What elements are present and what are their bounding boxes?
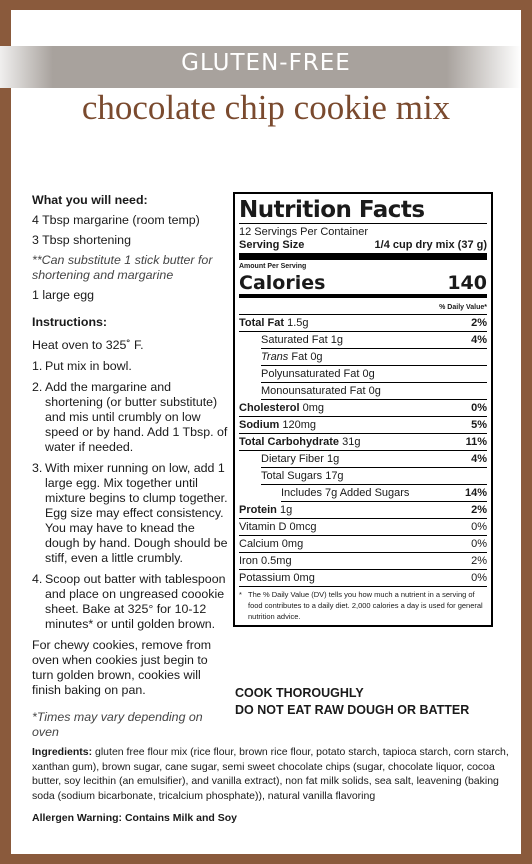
nutrition-title: Nutrition Facts bbox=[239, 197, 487, 224]
need-item: 4 Tbsp margarine (room temp) bbox=[32, 213, 200, 227]
need-item: 1 large egg bbox=[32, 288, 95, 302]
cholesterol-row: Cholesterol 0mg 0% bbox=[239, 400, 487, 417]
ingredients-text: gluten free flour mix (rice flour, brown rice flour, potato starch, tapioca starch, corn starch, xanthan gum), brown sugar, cane sugar, semi sweet chocolate chips (sugar, chocolate liquor, cocoa butter, soy lecithin (an emulsifier), and vanilla extract), non fat milk solids, sea salt, leavening (baking soda (sodium bicarbonate, tricalcium phosphate)), natural vanilla flavoring bbox=[32, 746, 509, 802]
serving-size-label: Serving Size bbox=[239, 239, 305, 251]
calories-value: 140 bbox=[447, 272, 487, 294]
vitamin-d-row: Vitamin D 0mcg 0% bbox=[239, 519, 487, 536]
preparation-section bbox=[32, 193, 232, 745]
gluten-free-badge: GLUTEN-FREE bbox=[181, 50, 351, 76]
protein-row: Protein 1g 2% bbox=[239, 502, 487, 519]
daily-value-footnote: * The % Daily Value (DV) tells you how much a nutrient in a serving of food contributes to a daily diet. 2,000 calories a day is used for general nutrition advice. bbox=[239, 590, 483, 621]
warning-line: COOK THOROUGHLY bbox=[235, 686, 364, 700]
total-sugars-row: Total Sugars 17g bbox=[261, 468, 487, 485]
total-fat-row: Total Fat 1.5g 2% bbox=[239, 315, 487, 332]
daily-value-header: % Daily Value* bbox=[239, 298, 487, 315]
serving-size-row bbox=[239, 239, 487, 260]
instruction-step: 1. Put mix in bowl. bbox=[32, 359, 132, 373]
calcium-row: Calcium 0mg 0% bbox=[239, 536, 487, 553]
warning-line: DO NOT EAT RAW DOUGH OR BATTER bbox=[235, 703, 470, 717]
servings-per-container: 12 Servings Per Container bbox=[239, 226, 369, 238]
potassium-row: Potassium 0mg 0% bbox=[239, 570, 487, 587]
allergen-warning: Allergen Warning: Contains Milk and Soy bbox=[32, 812, 237, 824]
timing-note: *Times may vary depending on oven bbox=[32, 710, 203, 739]
sodium-row: Sodium 120mg 5% bbox=[239, 417, 487, 434]
calories-row bbox=[239, 270, 487, 298]
instruction-step: 2. Add the margarine and shortening (or butter substitute) and mis until crumbly on low speed or by hand. Add 1 Tbsp. of water if needed. bbox=[32, 380, 228, 454]
product-title: chocolate chip cookie mix bbox=[81, 88, 451, 127]
dietary-fiber-row: Dietary Fiber 1g 4% bbox=[261, 451, 487, 468]
calories-label: Calories bbox=[239, 272, 326, 294]
ingredients-label: Ingredients: bbox=[32, 746, 93, 758]
instructions-heading: Instructions: bbox=[32, 315, 108, 329]
nutrition-facts-panel bbox=[233, 192, 493, 627]
amount-per-serving: Amount Per Serving bbox=[239, 263, 307, 270]
ingredients-block bbox=[32, 745, 512, 803]
trans-fat-row: Trans Fat 0g bbox=[261, 349, 487, 366]
preheat-text: Heat oven to 325˚ F. bbox=[32, 338, 144, 352]
serving-size-value: 1/4 cup dry mix (37 g) bbox=[374, 239, 487, 251]
monounsaturated-fat-row: Monounsaturated Fat 0g bbox=[261, 383, 487, 400]
iron-row: Iron 0.5mg 2% bbox=[239, 553, 487, 570]
instruction-step: 3. With mixer running on low, add 1 large egg. Mix together until mixture begins to clump together. Egg size may effect consistency. You may have to knead the dough by hand. Dough should be stiff, even a little crumbly. bbox=[32, 461, 228, 565]
total-carbohydrate-row: Total Carbohydrate 31g 11% bbox=[239, 434, 487, 451]
need-heading: What you will need: bbox=[32, 193, 148, 207]
need-item: 3 Tbsp shortening bbox=[32, 233, 131, 247]
instruction-step: 4. Scoop out batter with tablespoon and place on ungreased coookie sheet. Bake at 325° for 10-12 minutes* or until golden brown. bbox=[32, 572, 226, 631]
chewy-tip: For chewy cookies, remove from oven when cookies just begin to turn golden brown, cookies will finish baking on pan. bbox=[32, 638, 212, 697]
need-item-note: **Can substitute 1 stick butter for shortening and margarine bbox=[32, 253, 213, 282]
added-sugars-row: Includes 7g Added Sugars 14% bbox=[281, 485, 487, 502]
polyunsaturated-fat-row: Polyunsaturated Fat 0g bbox=[261, 366, 487, 383]
saturated-fat-row: Saturated Fat 1g 4% bbox=[261, 332, 487, 349]
cooking-warning bbox=[235, 685, 469, 719]
